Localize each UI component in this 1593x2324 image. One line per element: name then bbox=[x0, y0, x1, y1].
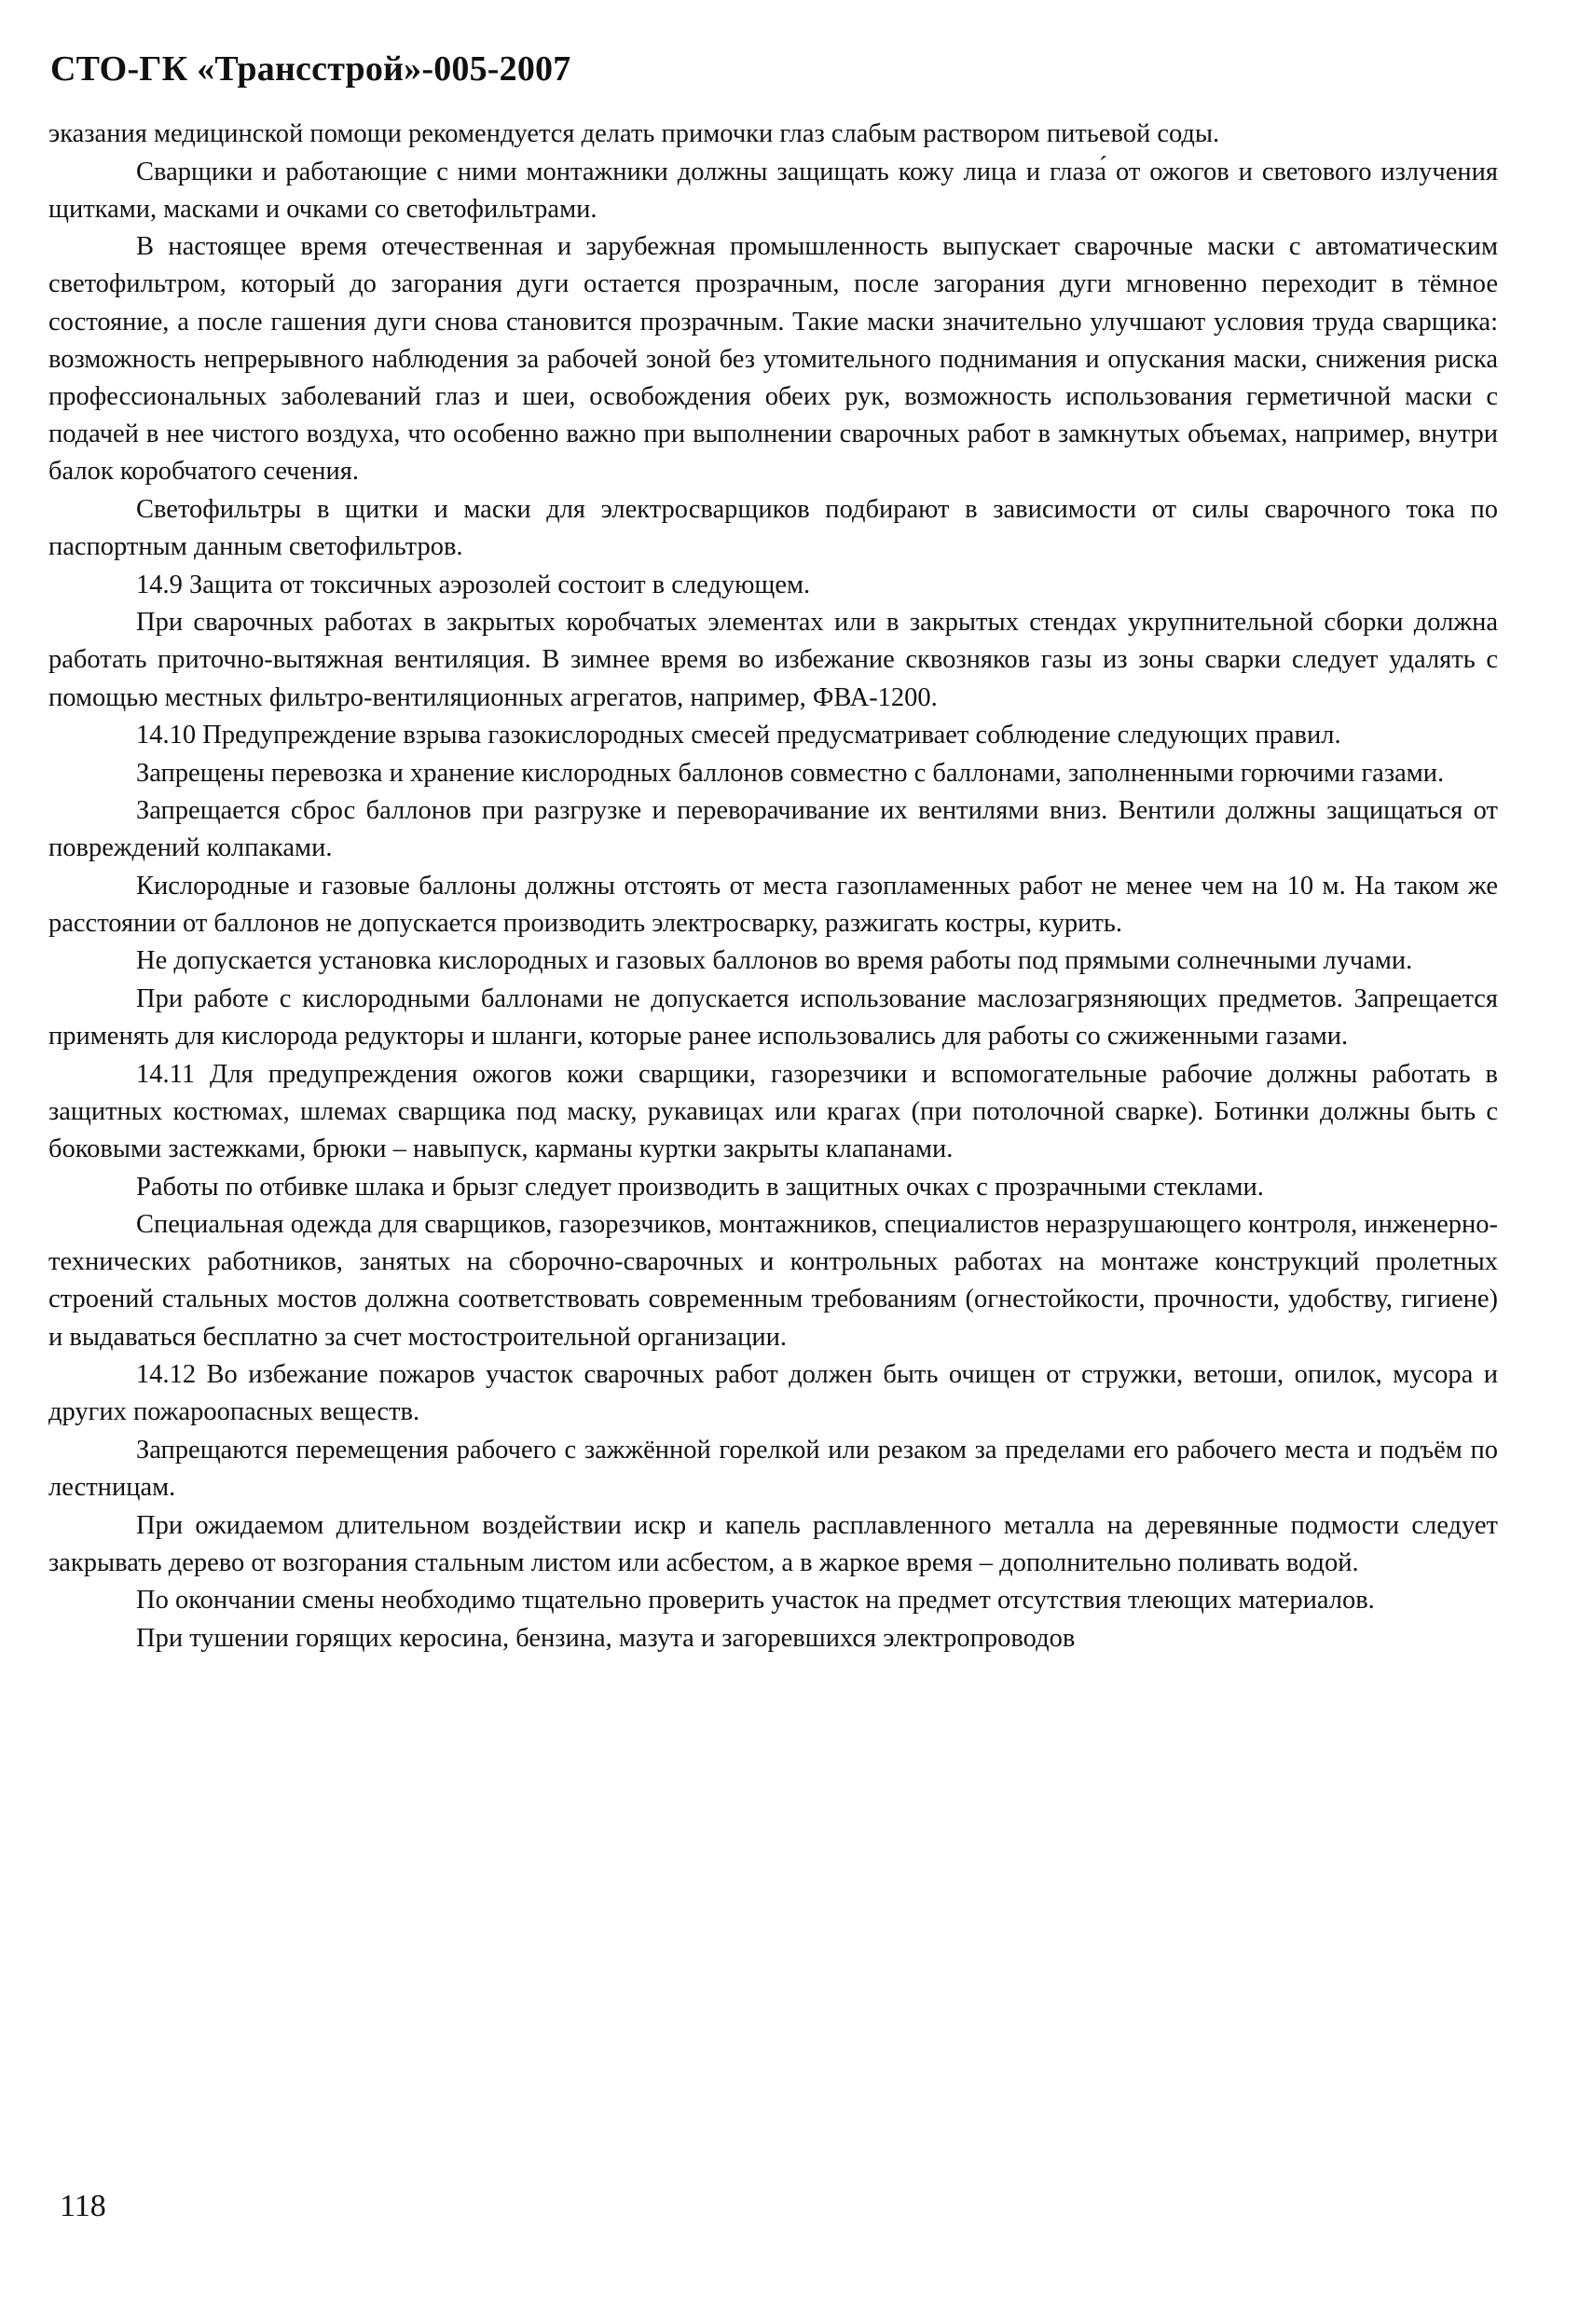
paragraph: 14.9 Защита от токсичных аэрозолей состоит в следующем. bbox=[136, 570, 811, 599]
document-header-title: СТО-ГК «Трансстрой»-005-2007 bbox=[50, 49, 571, 89]
paragraph: По окончании смены необходимо тщательно проверить участок на предмет отсутствия тлеющих материалов. bbox=[136, 1586, 1375, 1616]
paragraph: Запрещены перевозка и хранение кислородных баллонов совместно с баллонами, заполненными горючими газами. bbox=[136, 758, 1445, 788]
document-body bbox=[48, 116, 1498, 1657]
paragraph: Запрещаются перемещения рабочего с зажжённой горелкой или резаком за пределами его рабочего места и подъём по лестницам. bbox=[48, 1435, 1498, 1503]
paragraph: Работы по отбивке шлака и брызг следует производить в защитных очках с прозрачными стеклами. bbox=[136, 1172, 1264, 1202]
paragraph: Светофильтры в щитки и маски для электросварщиков подбирают в зависимости от силы сварочного тока по паспортным данным светофильтров. bbox=[48, 494, 1498, 562]
paragraph: При ожидаемом длительном воздействии искр и капель расплавленного металла на деревянные подмости следует закрывать дерево от возгорания стальным листом или асбестом, а в жаркое время – дополнительно поливать водой. bbox=[48, 1510, 1498, 1577]
paragraph: Кислородные и газовые баллоны должны отстоять от места газопламенных работ не менее чем на 10 м. На таком же расстоянии от баллонов не допускается производить электросварку, разжигать костры, курить. bbox=[48, 871, 1498, 938]
paragraph: При сварочных работах в закрытых коробчатых элементах или в закрытых стендах укрупнительной сборки должна работать приточно-вытяжная вентиляция. В зимнее время во избежание сквозняков газы из зоны сварки следует удалять с помощью местных фильтро-вентиляционных агрегатов, например, ФВА-1200. bbox=[48, 608, 1498, 712]
paragraph: эказания медицинской помощи рекомендуется делать примочки глаз слабым раствором питьевой соды. bbox=[48, 119, 1220, 148]
paragraph: Запрещается сброс баллонов при разгрузке и переворачивание их вентилями вниз. Вентили должны защищаться от повреждений колпаками. bbox=[48, 796, 1498, 863]
paragraph: Сварщики и работающие с ними монтажники должны защищать кожу лица и глаза́ от ожогов и светового излучения щитками, масками и очками со светофильтрами. bbox=[48, 157, 1498, 224]
page-number: 118 bbox=[60, 2189, 106, 2223]
paragraph: При тушении горящих керосина, бензина, мазута и загоревшихся электропроводов bbox=[136, 1623, 1076, 1653]
paragraph: 14.11 Для предупреждения ожогов кожи сварщики, газорезчики и вспомогательные рабочие должны работать в защитных костюмах, шлемах сварщика под маску, рукавицах или крагах (при потолочной сварке). Ботинки должны быть с боковыми застежками, брюки – навыпуск, карманы куртки закрыты клапанами. bbox=[48, 1059, 1498, 1164]
paragraph: Не допускается установка кислородных и газовых баллонов во время работы под прямыми солнечными лучами. bbox=[136, 946, 1413, 976]
paragraph: Специальная одежда для сварщиков, газорезчиков, монтажников, специалистов неразрушающего контроля, инженерно-технических работников, занятых на сборочно-сварочных и контрольных работах на монтаже конструкций пролетных строений стальных мостов должна соответствовать современным требованиям (огнестойкости, прочности, удобству, гигиене) и выдаваться бесплатно за счет мостостроительной организации. bbox=[48, 1210, 1498, 1352]
paragraph: 14.12 Во избежание пожаров участок сварочных работ должен быть очищен от стружки, ветоши, опилок, мусора и других пожароопасных веществ. bbox=[48, 1360, 1498, 1427]
paragraph: В настоящее время отечественная и зарубежная промышленность выпускает сварочные маски с автоматическим светофильтром, который до загорания дуги остается прозрачным, после загорания дуги мгновенно переходит в тёмное состояние, а после гашения дуги снова становится прозрачным. Такие маски значительно улучшают условия труда сварщика: возможность непрерывного наблюдения за рабочей зоной без утомительного поднимания и опускания маски, снижения риска профессиональных заболеваний глаз и шеи, освобождения обеих рук, возможность использования герметичной маски с подачей в нее чистого воздуха, что особенно важно при выполнении сварочных работ в замкнутых объемах, например, внутри балок коробчатого сечения. bbox=[48, 232, 1498, 487]
paragraph: 14.10 Предупреждение взрыва газокислородных смесей предусматривает соблюдение следующих правил. bbox=[136, 721, 1341, 750]
paragraph: При работе с кислородными баллонами не допускается использование маслозагрязняющих предметов. Запрещается применять для кислорода редукторы и шланги, которые ранее использовались для работы со сжиженными газами. bbox=[48, 983, 1498, 1052]
